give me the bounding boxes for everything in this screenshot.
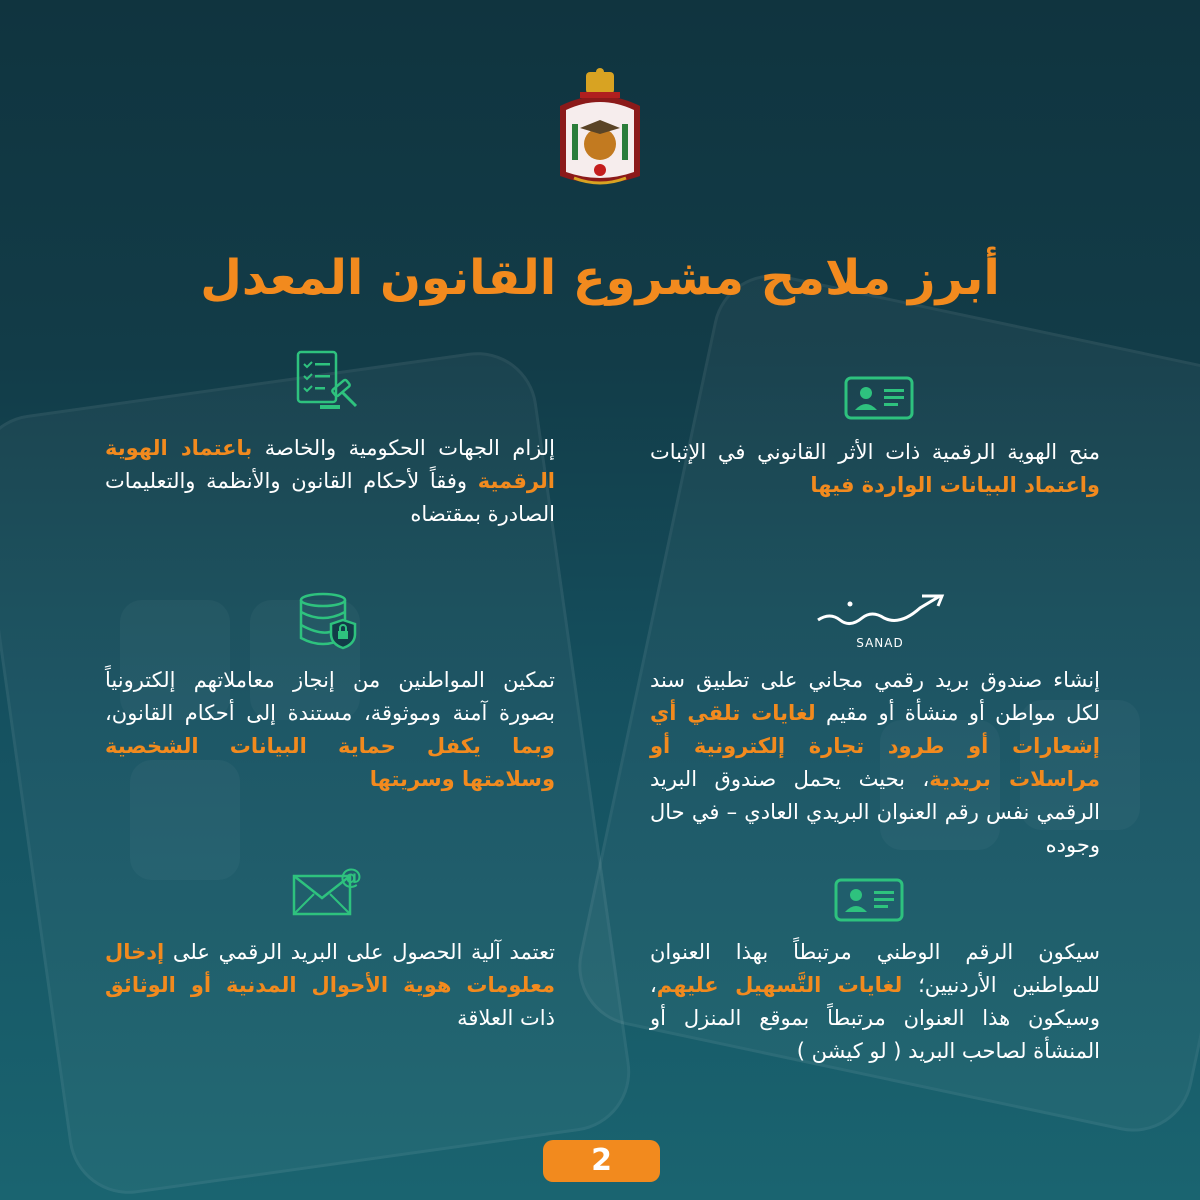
item-text: سيكون الرقم الوطني مرتبطاً بهذا العنوان للمواطنين الأردنيين؛ (650, 940, 1100, 997)
sanad-logo-icon (810, 590, 950, 652)
item-text: ذات العلاقة (457, 1006, 555, 1030)
item-highlight: باعتماد الهوية الرقمية (105, 436, 555, 493)
sanad-logo-mark (810, 590, 950, 630)
legal-document-gavel-icon (294, 350, 360, 412)
item-text: تعتمد آلية الحصول على البريد الرقمي على (164, 940, 555, 964)
sanad-logo-label: SANAD (856, 636, 904, 650)
item-text: وفقاً لأحكام القانون والأنظمة والتعليمات الصادرة بمقتضاه (105, 469, 555, 526)
id-card-icon (844, 376, 914, 420)
item-text: ، بحيث يحمل صندوق البريد الرقمي نفس رقم العنوان البريدي العادي – في حال وجوده (650, 767, 1100, 857)
page-number-badge: 2 (543, 1140, 660, 1182)
secure-database-icon (297, 592, 359, 650)
id-card-icon (834, 878, 904, 922)
jordan-coat-of-arms-icon (550, 66, 650, 196)
item-mail-mechanism (105, 936, 555, 1035)
page-title: أبرز ملامح مشروع القانون المعدل (200, 250, 1000, 306)
item-highlight: إدخال معلومات هوية الأحوال المدنية أو الوثائق (105, 940, 555, 997)
item-highlight: لغايات التَّسهيل عليهم (656, 973, 903, 997)
svg-text:@: @ (340, 865, 362, 890)
item-national-number (650, 936, 1100, 1068)
item-secure-transactions (105, 664, 555, 796)
item-digital-id (650, 436, 1100, 502)
item-text: منح الهوية الرقمية ذات الأثر القانوني في الإثبات (650, 440, 1100, 464)
item-highlight: واعتماد البيانات الواردة فيها (810, 473, 1100, 497)
item-text: إنشاء صندوق بريد رقمي مجاني على تطبيق سند لكل مواطن أو منشأة أو مقيم (650, 668, 1100, 725)
item-highlight: وبما يكفل حماية البيانات الشخصية وسلامتها وسريتها (105, 734, 555, 791)
item-text: إلزام الجهات الحكومية والخاصة (252, 436, 555, 460)
item-text: تمكين المواطنين من إنجاز معاملاتهم إلكترونياً بصورة آمنة وموثوقة، مستندة إلى أحكام القانون، (105, 668, 555, 725)
item-government-obligation (105, 432, 555, 531)
item-text: ، وسيكون هذا العنوان مرتبطاً بموقع المنزل أو المنشأة لصاحب البريد ( لو كيشن ) (650, 973, 1100, 1063)
item-sanad-mailbox (650, 664, 1100, 862)
item-highlight: لغايات تلقي أي إشعارات أو طرود تجارة إلكترونية أو مراسلات بريدية (650, 701, 1100, 791)
email-envelope-icon (292, 862, 366, 918)
